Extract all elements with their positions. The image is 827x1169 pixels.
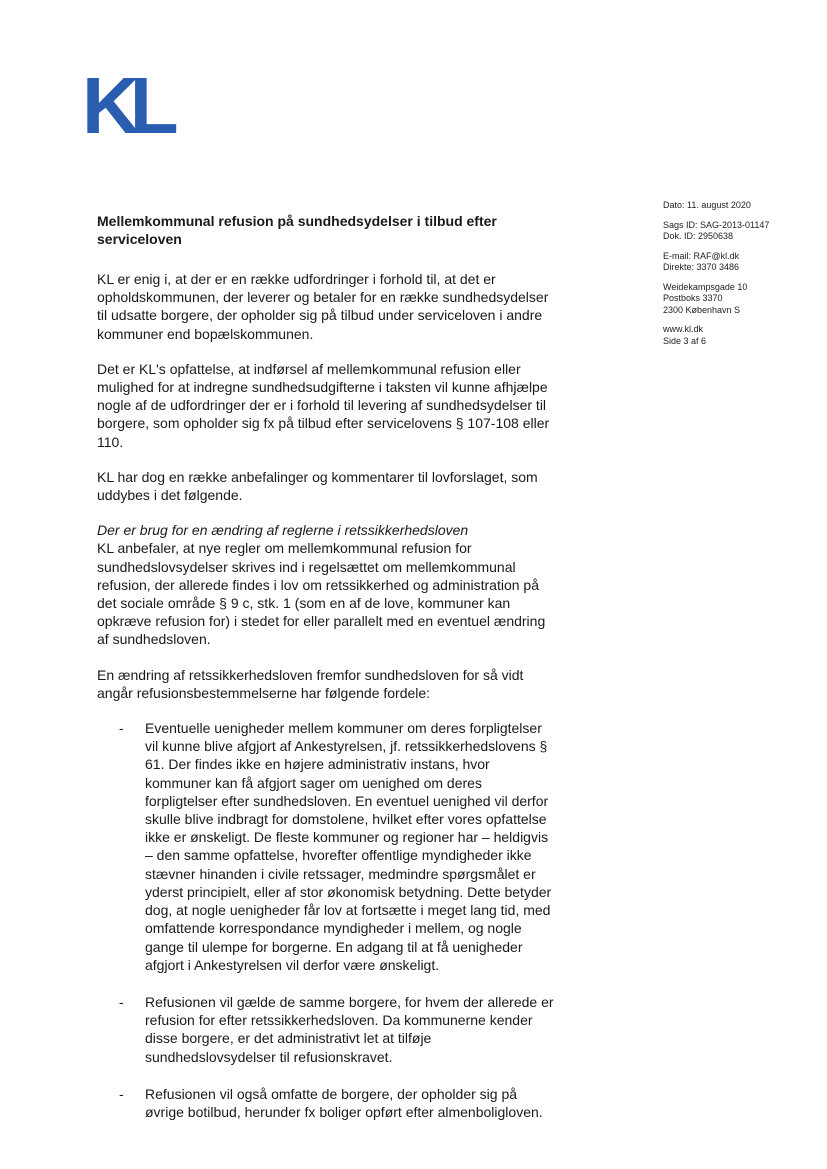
doc-id-text: Dok. ID: 2950638	[663, 231, 734, 241]
phone-text: Direkte: 3370 3486	[663, 262, 740, 272]
website-text: www.kl.dk	[663, 324, 704, 334]
address-line-1: Weidekampsgade 10	[663, 281, 748, 292]
address-line-3: 2300 København S	[663, 304, 741, 315]
document-title: Mellemkommunal refusion på sundhedsydelser i tilbud efter serviceloven	[97, 213, 497, 247]
bullet-dash: -	[119, 1085, 124, 1102]
document-meta-sidebar	[663, 200, 813, 355]
paragraph-1: KL er enig i, at der er en række udfordringer i forhold til, at det er opholdskommunen, der leverer og betaler for en række sundhedsydelser til udsatte borgere, der opholder sig på tilbud under serviceloven i andre kommuner end bopælskommunen.	[97, 271, 549, 342]
section-subheading: Der er brug for en ændring af reglerne i retssikkerhedsloven	[97, 522, 469, 539]
paragraph-2: Det er KL's opfattelse, at indførsel af mellemkommunal refusion eller mulighed for at indregne sundhedsudgifterne i taksten vil kunne afhjælpe nogle af de udfordringer der er i forhold til levering af sundhedsydelser til borgere, som opholder sig fx på tilbud efter servicelovens § 107-108 eller 110.	[97, 360, 550, 450]
address-line-2: Postboks 3370	[663, 293, 723, 303]
list-item-text: Eventuelle uenigheder mellem kommuner om deres forpligtelser vil kunne blive afgjort af Ankestyrelsen, jf. retssikkerhedslovens § 61. Der findes ikke en højere administrativ instans, hvor kommuner kan få afgjort sager om uenighed om deres forpligtelser efter sundhedsloven. En eventuel uenighed vil derfor skulle blive indbragt for domstolene, hvilket efter vores opfattelse ikke er ønskeligt. De fleste kommuner og regioner har – heldigvis – den samme opfattelse, hvorefter offentlige myndigheder ikke stævner hinanden i civile retssager, medmindre spørgsmålet er yderst principielt, eller af stor økonomisk betydning. Dette betyder dog, at nogle uenigheder får lov at fortsætte i meget lang tid, med omfattende korrespondance myndigheder i mellem, og nogle gange til ulempe for borgerne. En adgang til at få uenigheder afgjort i Ankestyrelsen vil derfor være ønskeligt.	[145, 720, 552, 973]
email-text: E-mail: RAF@kl.dk	[663, 250, 740, 261]
bullet-dash: -	[119, 720, 124, 737]
advantages-list	[97, 719, 557, 1121]
list-item	[97, 993, 557, 1066]
paragraph-3: KL har dog en række anbefalinger og kommentarer til lovforslaget, som uddybes i det følgende.	[97, 468, 538, 504]
list-item	[97, 1085, 557, 1121]
paragraph-5: En ændring af retssikkerhedsloven fremfor sundhedsloven for så vidt angår refusionsbestemmelserne har følgende fordele:	[97, 666, 524, 701]
section-paragraph	[97, 521, 557, 648]
document-body	[97, 212, 557, 1140]
kl-logo: KL	[82, 61, 169, 150]
case-id-block	[663, 220, 813, 243]
paragraph-4: KL anbefaler, at nye regler om mellemkommunal refusion for sundhedslovsydelser skrives ind i regelsættet om mellemkommunal refusion, der allerede findes i lov om retssikkerhed og administration på det sociale område § 9 c, stk. 1 (som en af de love, kommuner kan opkræve refusion for) i stedet for eller parallelt med en eventuel ændring af sundhedsloven.	[97, 540, 546, 648]
web-block	[663, 324, 813, 347]
list-item-text: Refusionen vil også omfatte de borgere, der opholder sig på øvrige botilbud, herunder fx boliger opført efter almenboligloven.	[145, 1085, 543, 1120]
contact-block	[663, 251, 813, 274]
date-text: Dato: 11. august 2020	[663, 200, 751, 210]
bullet-dash: -	[119, 993, 124, 1010]
page-number: Side 3 af 6	[663, 335, 707, 346]
list-item	[97, 719, 557, 974]
case-id-text: Sags ID: SAG-2013-01147	[663, 219, 770, 230]
list-item-text: Refusionen vil gælde de samme borgere, for hvem der allerede er refusion for efter retssikkerhedsloven. Da kommunerne kender disse borgere, er det administrativt let at tilføje sundhedslovsydelser til refusionskravet.	[145, 993, 554, 1065]
address-block	[663, 282, 813, 317]
date-block	[663, 200, 813, 212]
